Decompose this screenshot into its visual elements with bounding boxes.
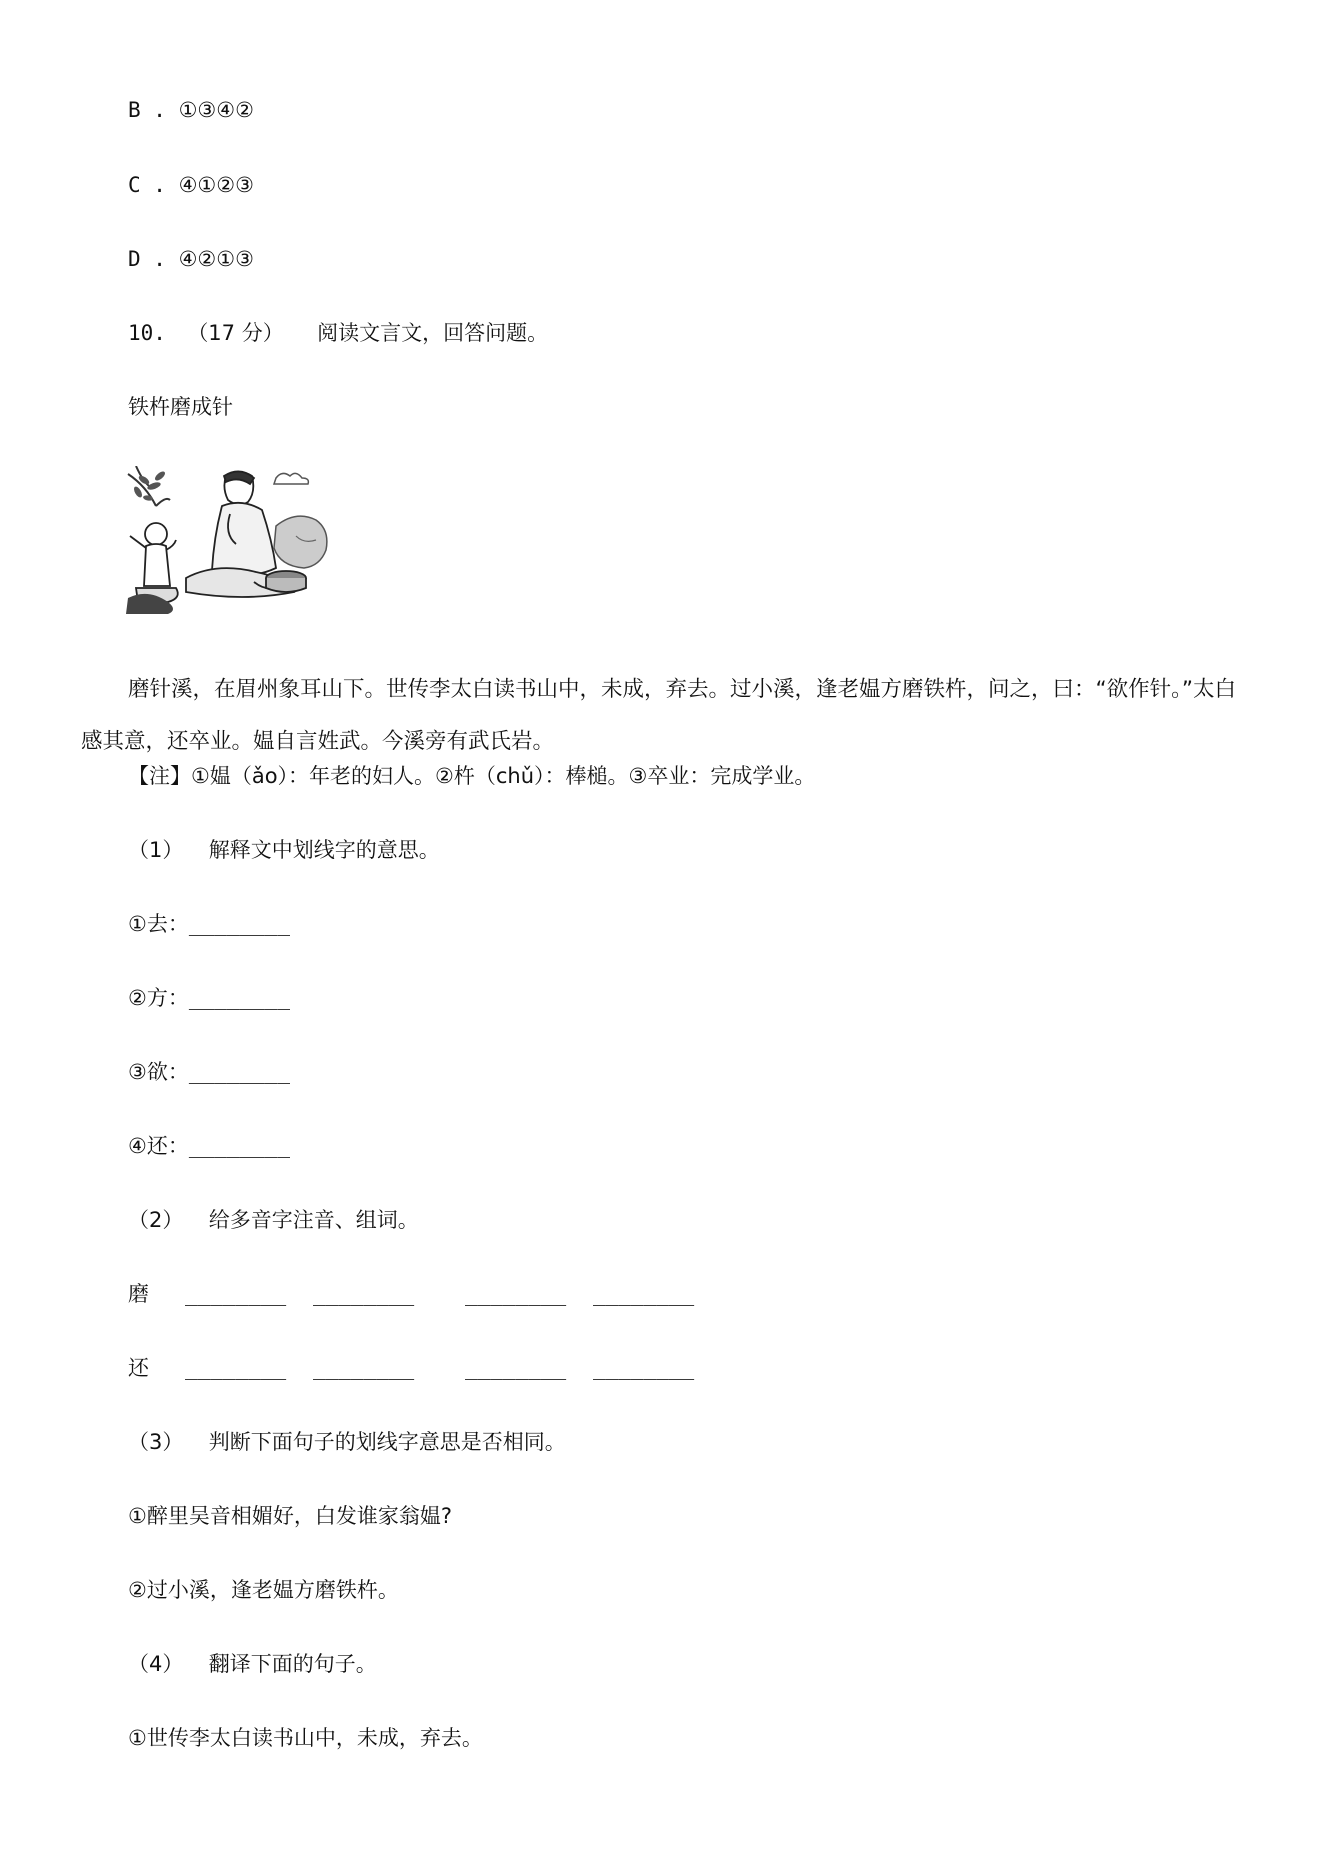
answer-prefix: ①去： bbox=[128, 912, 189, 936]
subquestion-2 bbox=[128, 1210, 419, 1231]
polyphone-blank[interactable]: ________ bbox=[185, 1356, 287, 1380]
passage-note: 【注】①媪（ǎo）：年老的妇人。②杵（chǔ）：棒槌。③卒业：完成学业。 bbox=[128, 764, 816, 788]
passage-title: 铁杵磨成针 bbox=[128, 395, 233, 419]
answer-item bbox=[128, 1062, 290, 1083]
polyphone-blank[interactable]: ________ bbox=[185, 1282, 287, 1306]
subquestion-text: 判断下面句子的划线字意思是否相同。 bbox=[208, 1430, 566, 1454]
question-prompt: 阅读文言文，回答问题。 bbox=[317, 321, 549, 345]
sentence-item: ①醉里吴音相媚好，白发谁家翁媪? bbox=[128, 1504, 452, 1528]
answer-prefix: ④还： bbox=[128, 1134, 189, 1158]
answer-blank[interactable]: ________ bbox=[188, 986, 290, 1010]
subquestion-4 bbox=[128, 1654, 377, 1675]
option-value: ④②①③ bbox=[178, 247, 254, 271]
option-c: C . ④①②③ bbox=[128, 173, 254, 197]
polyphone-blank[interactable]: ________ bbox=[465, 1282, 567, 1306]
answer-blank[interactable]: ________ bbox=[188, 1060, 290, 1084]
question-header bbox=[128, 323, 548, 344]
polyphone-char: 还 bbox=[128, 1356, 149, 1380]
subquestion-1 bbox=[128, 840, 440, 861]
polyphone-blank[interactable]: ________ bbox=[593, 1282, 695, 1306]
illustration-old-woman-and-boy bbox=[126, 466, 330, 614]
sentence-item: ①世传李太白读书山中，未成，弃去。 bbox=[128, 1726, 483, 1750]
answer-item bbox=[128, 914, 290, 935]
answer-blank[interactable]: ________ bbox=[188, 912, 290, 936]
subquestion-label: （4） bbox=[128, 1652, 184, 1676]
subquestion-label: （3） bbox=[128, 1430, 184, 1454]
option-b: B . ①③④② bbox=[128, 98, 254, 122]
option-letter: D bbox=[128, 247, 141, 271]
option-d: D . ④②①③ bbox=[128, 247, 254, 271]
option-value: ④①②③ bbox=[178, 173, 254, 197]
question-score: （17 分） bbox=[187, 321, 284, 345]
subquestion-3 bbox=[128, 1432, 566, 1453]
subquestion-text: 解释文中划线字的意思。 bbox=[208, 838, 440, 862]
sentence-item: ②过小溪，逢老媪方磨铁杵。 bbox=[128, 1578, 399, 1602]
subquestion-label: （2） bbox=[128, 1208, 184, 1232]
polyphone-blank[interactable]: ________ bbox=[465, 1356, 567, 1380]
option-letter: B bbox=[128, 98, 141, 122]
answer-item bbox=[128, 988, 290, 1009]
answer-prefix: ②方： bbox=[128, 986, 189, 1010]
subquestion-text: 翻译下面的句子。 bbox=[208, 1652, 377, 1676]
subquestion-text: 给多音字注音、组词。 bbox=[208, 1208, 419, 1232]
question-number: 10. bbox=[128, 321, 166, 345]
subquestion-label: （1） bbox=[128, 838, 184, 862]
polyphone-blank[interactable]: ________ bbox=[593, 1356, 695, 1380]
option-letter: C bbox=[128, 173, 141, 197]
option-value: ①③④② bbox=[178, 98, 254, 122]
answer-blank[interactable]: ________ bbox=[188, 1134, 290, 1158]
polyphone-blank[interactable]: ________ bbox=[313, 1356, 415, 1380]
answer-item bbox=[128, 1136, 290, 1157]
polyphone-blank[interactable]: ________ bbox=[313, 1282, 415, 1306]
passage-text: 磨针溪，在眉州象耳山下。世传李太白读书山中，未成，弃去。过小溪，逢老媪方磨铁杵，问之，曰：“欲作针。”太白感其意，还卒业。媪自言姓武。今溪旁有武氏岩。 bbox=[81, 677, 1237, 754]
polyphone-char: 磨 bbox=[128, 1282, 149, 1306]
answer-prefix: ③欲： bbox=[128, 1060, 189, 1084]
